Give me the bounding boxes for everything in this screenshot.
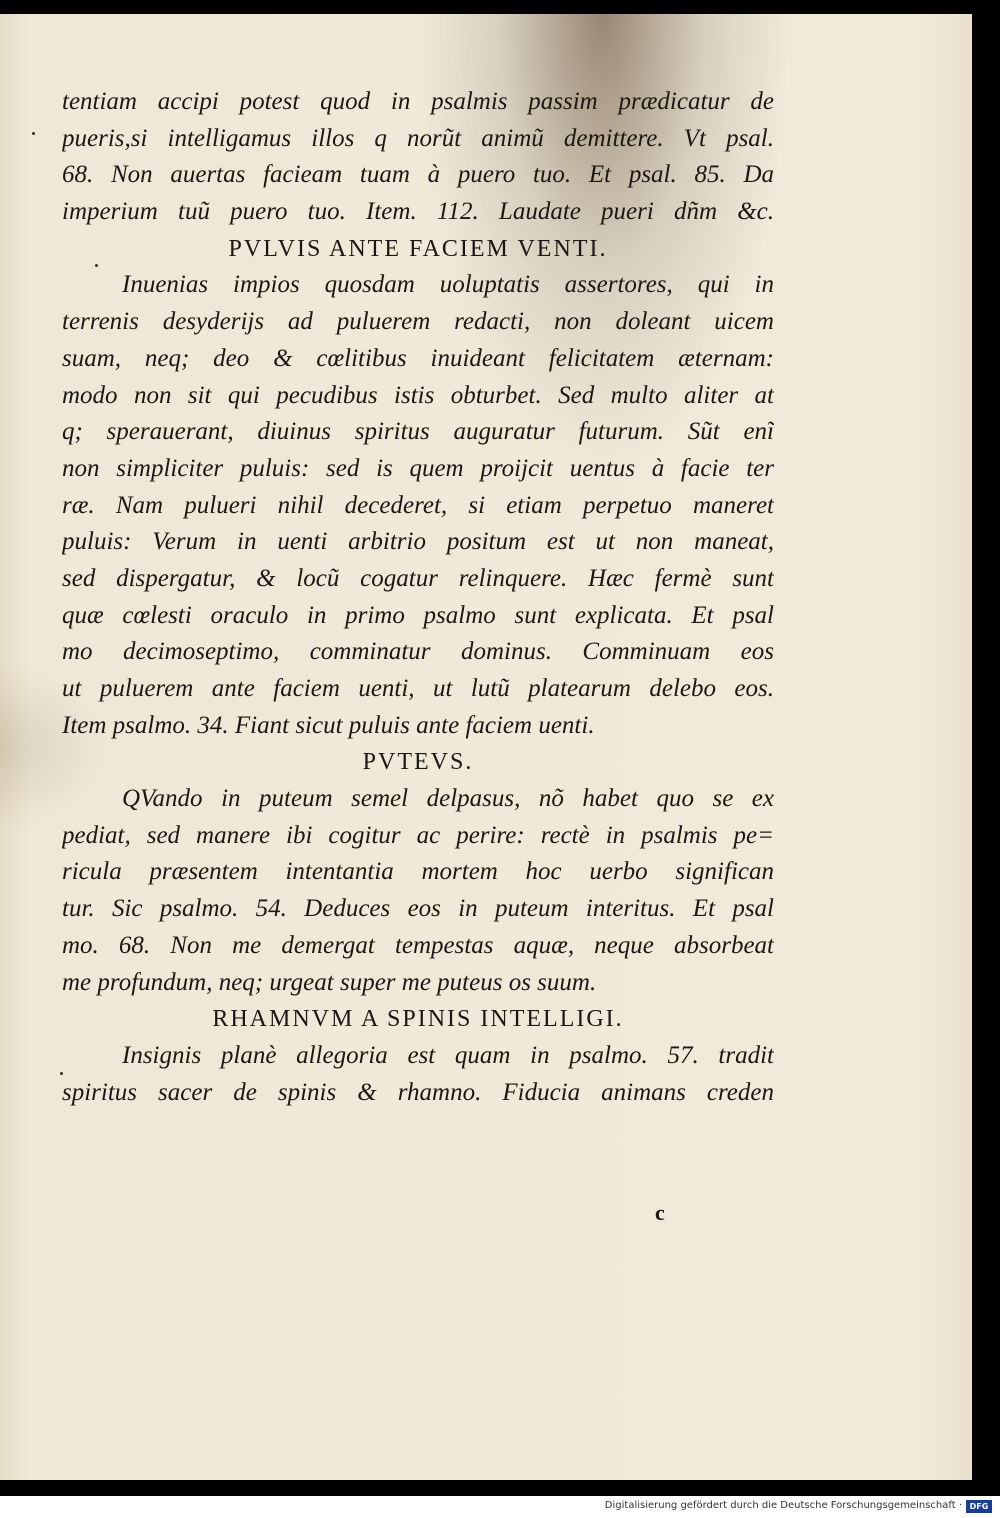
text-line: mo decimoseptimo, comminatur dominus. Comminuam eos xyxy=(62,638,774,666)
text-line: quæ cœlesti oraculo in primo psalmo sunt explicata. Et psal xyxy=(62,601,774,629)
book-page xyxy=(0,14,972,1480)
text-line: ut puluerem ante faciem uenti, ut lutũ platearum delebo eos. xyxy=(62,675,774,702)
text-line: ricula præsentem intentantia mortem hoc uerbo significan xyxy=(62,858,774,886)
text-line: modo non sit qui pecudibus istis obturbet. Sed multo aliter at xyxy=(62,381,774,409)
text-line: suam, neq; deo & cœlitibus inuideant felicitatem æternam: xyxy=(62,344,774,372)
text-line: spiritus sacer de spinis & rhamno. Fiducia animans creden xyxy=(62,1078,774,1106)
section-heading: PVLVIS ANTE FACIEM VENTI. xyxy=(228,235,608,262)
ink-speck xyxy=(32,132,35,135)
text-line: terrenis desyderijs ad puluerem redacti, non doleant uicem xyxy=(62,308,774,336)
text-line: me profundum, neq; urgeat super me puteus os suum. xyxy=(62,968,597,996)
dfg-logo-icon: DFG xyxy=(966,1500,992,1513)
text-line: tur. Sic psalmo. 54. Deduces eos in puteum interitus. Et psal xyxy=(62,895,774,923)
section-heading: PVTEVS. xyxy=(362,749,474,776)
text-line: ræ. Nam pulueri nihil decederet, si etiam perpetuo maneret xyxy=(62,491,774,519)
text-line: tentiam accipi potest quod in psalmis passim prædicatur de xyxy=(62,88,774,115)
text-line: pueris,si intelligamus illos q norũt animũ demittere. Vt psal. xyxy=(62,124,774,152)
signature-mark: c xyxy=(655,1200,665,1225)
text-line: Insignis planè allegoria est quam in psalmo. 57. tradit xyxy=(122,1041,774,1069)
text-line: non simpliciter puluis: sed is quem proijcit uentus à facie ter xyxy=(62,454,774,482)
text-line: puluis: Verum in uenti arbitrio positum est ut non maneat, xyxy=(62,528,774,556)
text-line: Inuenias impios quosdam uoluptatis assertores, qui in xyxy=(122,271,774,299)
text-line: QVando in puteum semel delpasus, nõ habet quo se ex xyxy=(122,785,774,813)
text-line: imperium tuũ puero tuo. Item. 112. Laudate pueri dñm &c. xyxy=(62,198,774,226)
funding-credit: Digitalisierung gefördert durch die Deutsche Forschungsgemeinschaft · xyxy=(604,1500,962,1511)
text-line: Item psalmo. 34. Fiant sicut puluis ante faciem uenti. xyxy=(62,711,595,739)
page-text xyxy=(62,84,774,1111)
text-line: pediat, sed manere ibi cogitur ac perire: rectè in psalmis pe= xyxy=(62,821,774,849)
section-heading: RHAMNVM A SPINIS INTELLIGI. xyxy=(212,1006,624,1033)
footer-bar xyxy=(0,1496,1000,1518)
text-line: mo. 68. Non me demergat tempestas aquæ, neque absorbeat xyxy=(62,931,774,959)
text-line: 68. Non auertas facieam tuam à puero tuo. Et psal. 85. Da xyxy=(62,161,774,189)
text-line: sed dispergatur, & locũ cogatur relinquere. Hæc fermè sunt xyxy=(62,564,774,592)
text-line: q; sperauerant, diuinus spiritus auguratur futurum. Sũt enĩ xyxy=(62,418,774,446)
